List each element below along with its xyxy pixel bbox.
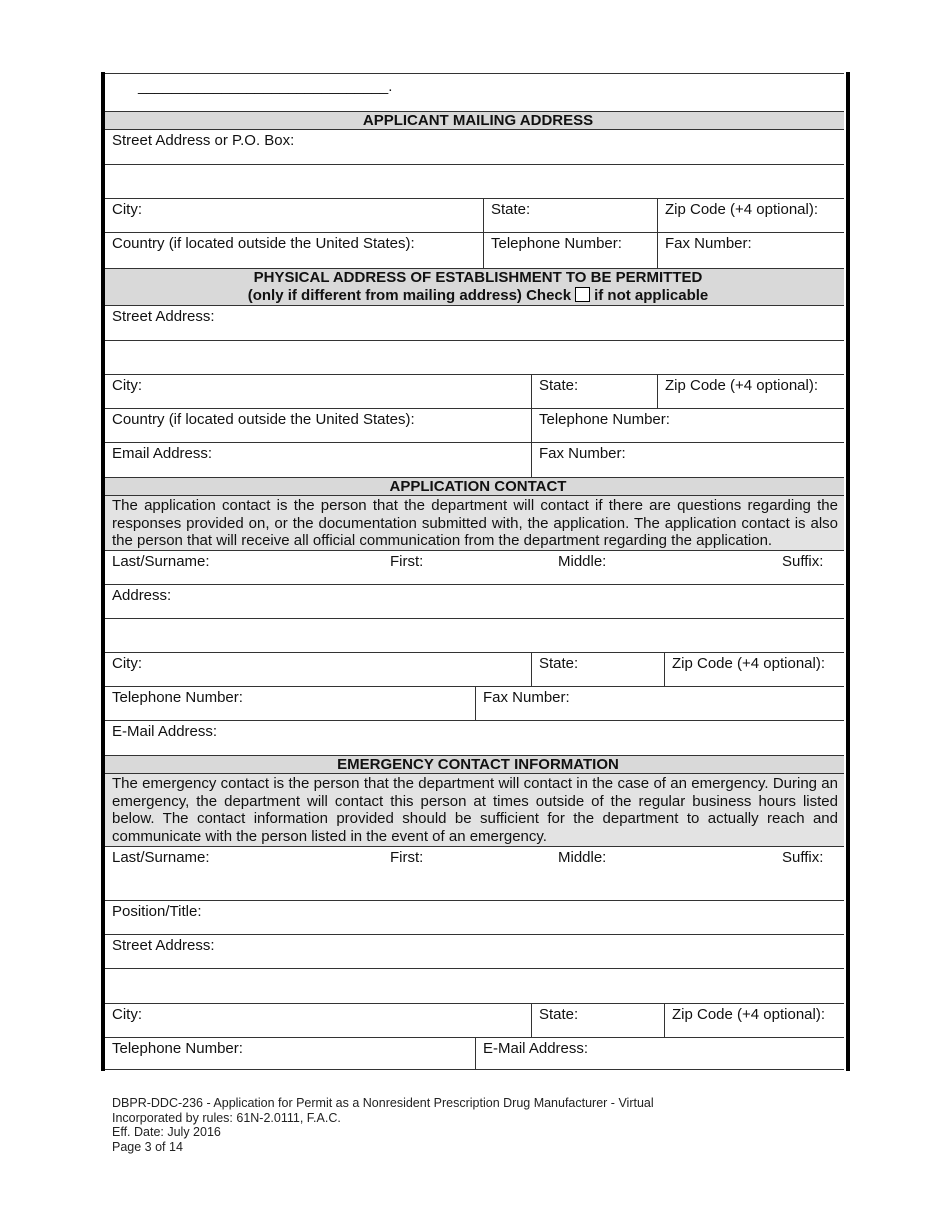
- footer-form-title: DBPR-DDC-236 - Application for Permit as a Nonresident Prescription Drug Manufacturer - Virtual: [112, 1096, 654, 1110]
- physical-street-label: Street Address:: [112, 308, 215, 325]
- emergency-phone-row: [105, 1037, 844, 1069]
- emergency-middle-label: Middle:: [558, 849, 607, 866]
- mailing-header: APPLICANT MAILING ADDRESS: [105, 112, 844, 129]
- physical-zip-field[interactable]: Zip Code (+4 optional):: [657, 375, 844, 408]
- app-contact-city-row: [105, 652, 844, 686]
- app-contact-last-label: Last/Surname:: [112, 553, 210, 570]
- emergency-city-field[interactable]: City:: [112, 1006, 142, 1023]
- physical-city-row: [105, 374, 844, 408]
- form-bottom-border: [105, 1069, 844, 1070]
- emergency-name-row[interactable]: [105, 846, 844, 900]
- app-contact-header-row: [105, 477, 844, 495]
- physical-country-row: [105, 408, 844, 442]
- emergency-street-line2[interactable]: [105, 968, 844, 1003]
- emergency-phone-field[interactable]: Telephone Number:: [112, 1040, 243, 1057]
- footer-rules: Incorporated by rules: 61N-2.0111, F.A.C.: [112, 1110, 341, 1125]
- emergency-first-label: First:: [390, 849, 424, 866]
- emergency-zip-field[interactable]: Zip Code (+4 optional):: [664, 1004, 844, 1037]
- emergency-city-row: [105, 1003, 844, 1037]
- app-contact-name-row[interactable]: [105, 550, 844, 584]
- physical-country-field[interactable]: Country (if located outside the United States):: [112, 411, 415, 428]
- app-contact-email-label: E-Mail Address:: [112, 723, 218, 740]
- top-blank-line: ______________________________.: [138, 78, 393, 95]
- app-contact-description: The application contact is the person that the department will contact if there are questions regarding the responses provided on, or the documentation submitted with, the application. The application contact is also the person that will receive all official communication from the department regarding the application.: [105, 496, 844, 550]
- physical-state-field[interactable]: State:: [531, 375, 657, 408]
- emergency-header-row: [105, 755, 844, 773]
- mailing-header-row: [105, 111, 844, 129]
- mailing-fax-field[interactable]: Fax Number:: [657, 233, 844, 268]
- mailing-city-row: [105, 198, 844, 232]
- emergency-street-row[interactable]: [105, 934, 844, 968]
- physical-header: [105, 269, 844, 305]
- footer-page-number: Page 3 of 14: [112, 1139, 183, 1154]
- emergency-position-label: Position/Title:: [112, 903, 202, 920]
- emergency-street-label: Street Address:: [112, 937, 215, 954]
- app-contact-email-row[interactable]: [105, 720, 844, 755]
- emergency-email-field[interactable]: E-Mail Address:: [475, 1038, 844, 1069]
- app-contact-fax-field[interactable]: Fax Number:: [475, 687, 844, 720]
- physical-header-line2-post: if not applicable: [594, 287, 709, 304]
- emergency-state-field[interactable]: State:: [531, 1004, 664, 1037]
- not-applicable-checkbox[interactable]: [575, 287, 590, 302]
- physical-street-line2[interactable]: [105, 340, 844, 374]
- physical-street-row[interactable]: [105, 305, 844, 340]
- physical-header-line2-pre: (only if different from mailing address) Check: [247, 287, 572, 304]
- emergency-description: The emergency contact is the person that the department will contact in the case of an emergency. During an emergency, the department will contact this person at times outside of the regular business hours listed below. The contact information provided should be sufficient for the department to actually reach and communicate with the person listed in the event of an emergency.: [105, 774, 844, 846]
- app-contact-state-field[interactable]: State:: [531, 653, 664, 686]
- physical-header-line1: PHYSICAL ADDRESS OF ESTABLISHMENT TO BE PERMITTED: [253, 269, 703, 286]
- physical-fax-field[interactable]: Fax Number:: [531, 443, 844, 477]
- mailing-phone-field[interactable]: Telephone Number:: [483, 233, 657, 268]
- emergency-last-label: Last/Surname:: [112, 849, 210, 866]
- app-contact-zip-field[interactable]: Zip Code (+4 optional):: [664, 653, 844, 686]
- app-contact-address-row[interactable]: [105, 584, 844, 618]
- mailing-zip-field[interactable]: Zip Code (+4 optional):: [657, 199, 844, 232]
- footer-eff-date: Eff. Date: July 2016: [112, 1125, 221, 1139]
- app-contact-middle-label: Middle:: [558, 553, 607, 570]
- physical-phone-field[interactable]: Telephone Number:: [531, 409, 844, 442]
- emergency-header: EMERGENCY CONTACT INFORMATION: [105, 756, 844, 773]
- app-contact-city-field[interactable]: City:: [112, 655, 142, 672]
- mailing-street-row[interactable]: [105, 129, 844, 164]
- emergency-suffix-label: Suffix:: [782, 849, 824, 866]
- page-footer: [112, 1096, 654, 1154]
- app-contact-address-line2[interactable]: [105, 618, 844, 652]
- app-contact-first-label: First:: [390, 553, 424, 570]
- emergency-desc-row: [105, 773, 844, 846]
- app-contact-phone-field[interactable]: Telephone Number:: [112, 689, 243, 706]
- mailing-country-row: [105, 232, 844, 268]
- physical-email-field[interactable]: Email Address:: [112, 445, 213, 462]
- mailing-city-field[interactable]: City:: [112, 201, 142, 218]
- mailing-street-label: Street Address or P.O. Box:: [112, 132, 295, 149]
- physical-city-field[interactable]: City:: [112, 377, 142, 394]
- app-contact-phone-row: [105, 686, 844, 720]
- physical-email-row: [105, 442, 844, 477]
- app-contact-address-label: Address:: [112, 587, 172, 604]
- mailing-state-field[interactable]: State:: [483, 199, 657, 232]
- mailing-street-line2[interactable]: [105, 164, 844, 198]
- app-contact-suffix-label: Suffix:: [782, 553, 824, 570]
- physical-header-row: [105, 268, 844, 305]
- emergency-position-row[interactable]: [105, 900, 844, 934]
- physical-header-line2: [112, 287, 844, 305]
- mailing-country-field[interactable]: Country (if located outside the United States):: [112, 235, 415, 252]
- app-contact-header: APPLICATION CONTACT: [105, 478, 844, 495]
- app-contact-desc-row: [105, 495, 844, 550]
